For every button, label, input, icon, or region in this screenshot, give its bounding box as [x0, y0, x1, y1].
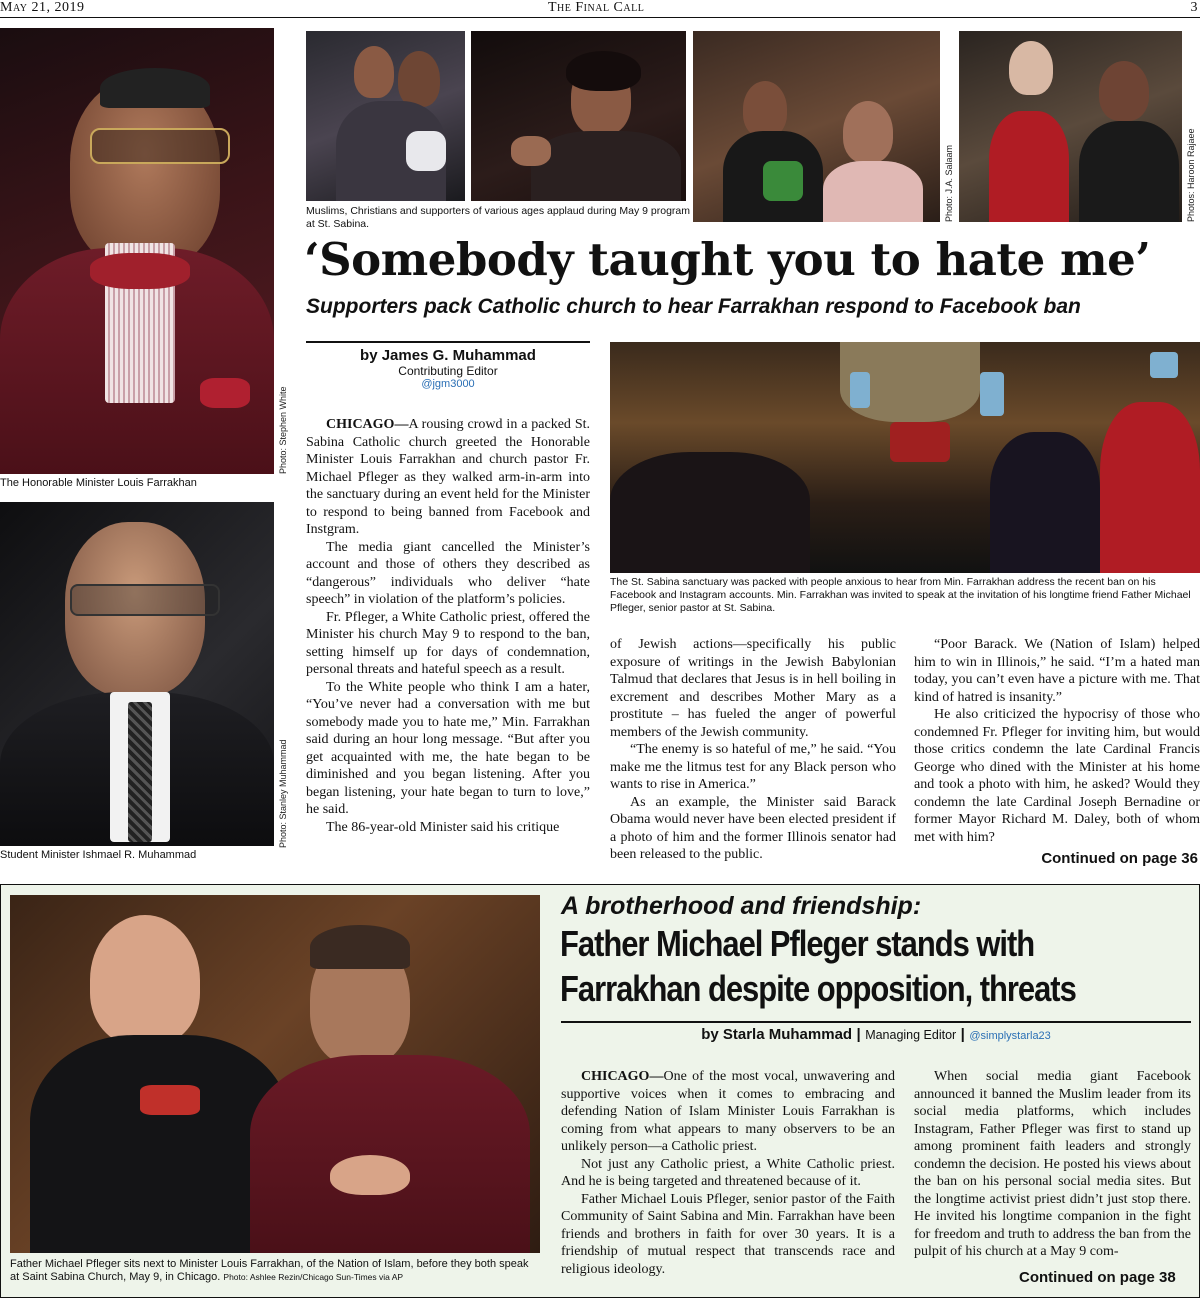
- article1-byline-handle[interactable]: @jgm3000: [421, 378, 475, 390]
- article2-paragraph: One of the most vocal, unwavering and supportive voices when it comes to embracing and defending Nation of Islam Minister Louis Farrakhan is coming from what appears to many observers to be an unlikely person—a Catholic priest.: [561, 1069, 895, 1154]
- top-photo-4: [959, 31, 1182, 222]
- top-photo-3: [693, 31, 940, 222]
- article2-column-1: [561, 1068, 895, 1286]
- article1-byline: by James G. Muhammad: [360, 347, 536, 364]
- article1-paragraph: Fr. Pfleger, a White Catholic priest, offered the Minister his church May 9 to respond to the ban, setting himself up for days of condemnation, personal threats and hateful speech as a result.: [306, 609, 590, 677]
- article2-byline-handle[interactable]: @simplystarla23: [969, 1030, 1051, 1042]
- article2-byline: by Starla Muhammad: [701, 1026, 853, 1043]
- article2-column-2: [914, 1068, 1191, 1268]
- top-photo-1: [306, 31, 465, 201]
- issue-date: May 21, 2019: [0, 0, 85, 15]
- paper-name: The Final Call: [548, 0, 645, 15]
- article1-column-2: [610, 636, 896, 868]
- ishmael-photo-credit: Photo: Stanley Muhammad: [278, 739, 288, 848]
- pfleger-photo-caption: [10, 1258, 540, 1284]
- article2-byline-title: Managing Editor: [865, 1028, 957, 1042]
- pfleger-photo-credit: Photo: Ashlee Rezin/Chicago Sun-Times via AP: [223, 1272, 404, 1282]
- article1-byline-title: Contributing Editor: [398, 364, 498, 378]
- article1-paragraph: “Poor Barack. We (Nation of Islam) helped him to win in Illinois,” he said. “I’m a hated man today, you can’t even have a picture with me. That kind of hatred is insanity.”: [914, 637, 1200, 705]
- article2-paragraph: When social media giant Facebook announced it banned the Muslim leader from its social media platforms, which includes Instagram, Father Pfleger was first to stand up among prominent faith leaders and strongly condemn the decision. He posted his views about the ban on his personal social media sites. But the longtime activist priest didn’t just stop there. He invited his longtime companion in the fight for freedom and truth to address the ban from the pulpit of his church at a May 9 com-: [914, 1069, 1191, 1259]
- article1-paragraph: “The enemy is so hateful of me,” he said. “You make me the litmus test for any Black person who wants to rise in America.”: [610, 742, 896, 792]
- article1-byline-block: [306, 341, 590, 390]
- article1-paragraph: He also criticized the hypocrisy of those who condemned Fr. Pfleger for inviting him, but would those critics condemn the late Cardinal Francis George who dined with the Minister at his home and took a photo with him, he asked? Would they condemn the late Cardinal Joseph Bernadine or former Mayor Richard M. Daley, both of whom met with him?: [914, 707, 1200, 845]
- page-number: 3: [1190, 0, 1198, 15]
- top-photo-2: [471, 31, 686, 201]
- masthead: [0, 0, 1200, 18]
- article1-paragraph: As an example, the Minister said Barack Obama would never have been elected president if a photo of him and the former Illinois senator had been released to the public.: [610, 794, 896, 862]
- sanctuary-photo-caption: The St. Sabina sanctuary was packed with people anxious to hear from Min. Farrakhan address the recent ban on his Facebook and Instagram accounts. Min. Farrakhan was invited to speak at the invitation of his longtime friend Father Michael Pfleger, senior pastor at St. Sabina.: [610, 576, 1191, 614]
- article2-continued[interactable]: Continued on page 38: [1019, 1269, 1176, 1286]
- pfleger-farrakhan-photo: [10, 895, 540, 1253]
- article2-headline: [560, 921, 1076, 1011]
- byline-separator: |: [960, 1026, 965, 1043]
- article1-column-3: [914, 636, 1200, 848]
- article2-kicker: A brotherhood and friendship:: [561, 892, 922, 920]
- sanctuary-photo: [610, 342, 1200, 573]
- article1-paragraph: The media giant cancelled the Minister’s account and those of others they described as “dangerous” individuals who deliver “hate speech” in violation of the platform’s policies.: [306, 539, 590, 607]
- article2-headline-line2: Farrakhan despite opposition, threats: [560, 968, 1076, 1009]
- byline-separator: |: [856, 1026, 861, 1043]
- farrakhan-photo: [0, 28, 274, 474]
- farrakhan-photo-credit: Photo: Stephen White: [278, 386, 288, 474]
- article1-subhead: Supporters pack Catholic church to hear Farrakhan respond to Facebook ban: [306, 295, 1081, 318]
- farrakhan-photo-caption: The Honorable Minister Louis Farrakhan: [0, 477, 197, 489]
- article1-headline: ‘Somebody taught you to hate me’: [304, 233, 1151, 286]
- article2-byline-rule: [561, 1021, 1191, 1023]
- top-photo-credit-salaam: Photo: J.A. Salaam: [944, 144, 954, 222]
- ishmael-photo: [0, 502, 274, 846]
- article1-column-1: [306, 416, 590, 866]
- article1-paragraph: The 86-year-old Minister said his critique: [326, 819, 560, 835]
- article1-paragraph: of Jewish actions—specifically his public exposure of writings in the Jewish Babylonian Talmud that declares that Jesus is in hell boiling in excrement and describes Mother Mary as a prostitute – has fueled the anger of powerful members of the Jewish community.: [610, 637, 896, 740]
- article2-headline-line1: Father Michael Pfleger stands with: [560, 923, 1035, 964]
- top-photo-credit-rajaee: Photos: Haroon Rajaee: [1186, 128, 1196, 222]
- article1-continued[interactable]: Continued on page 36: [1041, 850, 1198, 867]
- top-photos-caption: Muslims, Christians and supporters of various ages applaud during May 9 program at St. Sabina.: [306, 205, 691, 230]
- article1-paragraph: To the White people who think I am a hater, “You’ve never had a conversation with me but somebody made you to hate me,” Min. Farrakhan said during an hour long message. “But after you get acquainted with me, the hate began to be diminished and you began listening. After you began listening, your hate began to turn to love,” he said.: [306, 679, 590, 817]
- article2-byline-block: [561, 1026, 1191, 1044]
- article1-dateline: CHICAGO—: [326, 417, 409, 432]
- article2-paragraph: Father Michael Louis Pfleger, senior pastor of the Faith Community of Saint Sabina and Min. Farrakhan have been friends and brothers in faith for over 30 years. It is a friendship of mutual respect that transcends race and religious ideology.: [561, 1191, 895, 1277]
- pfleger-photo-caption-text: Father Michael Pfleger sits next to Minister Louis Farrakhan, of the Nation of Islam, before they both speak at Saint Sabina Church, May 9, in Chicago.: [10, 1258, 529, 1283]
- article2-paragraph: Not just any Catholic priest, a White Catholic priest. And he is being targeted and threatened because of it.: [561, 1156, 895, 1189]
- ishmael-photo-caption: Student Minister Ishmael R. Muhammad: [0, 849, 197, 861]
- article2-dateline: CHICAGO—: [581, 1069, 664, 1084]
- article1-paragraph: A rousing crowd in a packed St. Sabina Catholic church greeted the Honorable Minister Louis Farrakhan and church pastor Fr. Michael Pfleger as they walked arm-in-arm into the sanctuary during an event held for the Minister to respond to being banned from Facebook and Instgram.: [306, 417, 590, 537]
